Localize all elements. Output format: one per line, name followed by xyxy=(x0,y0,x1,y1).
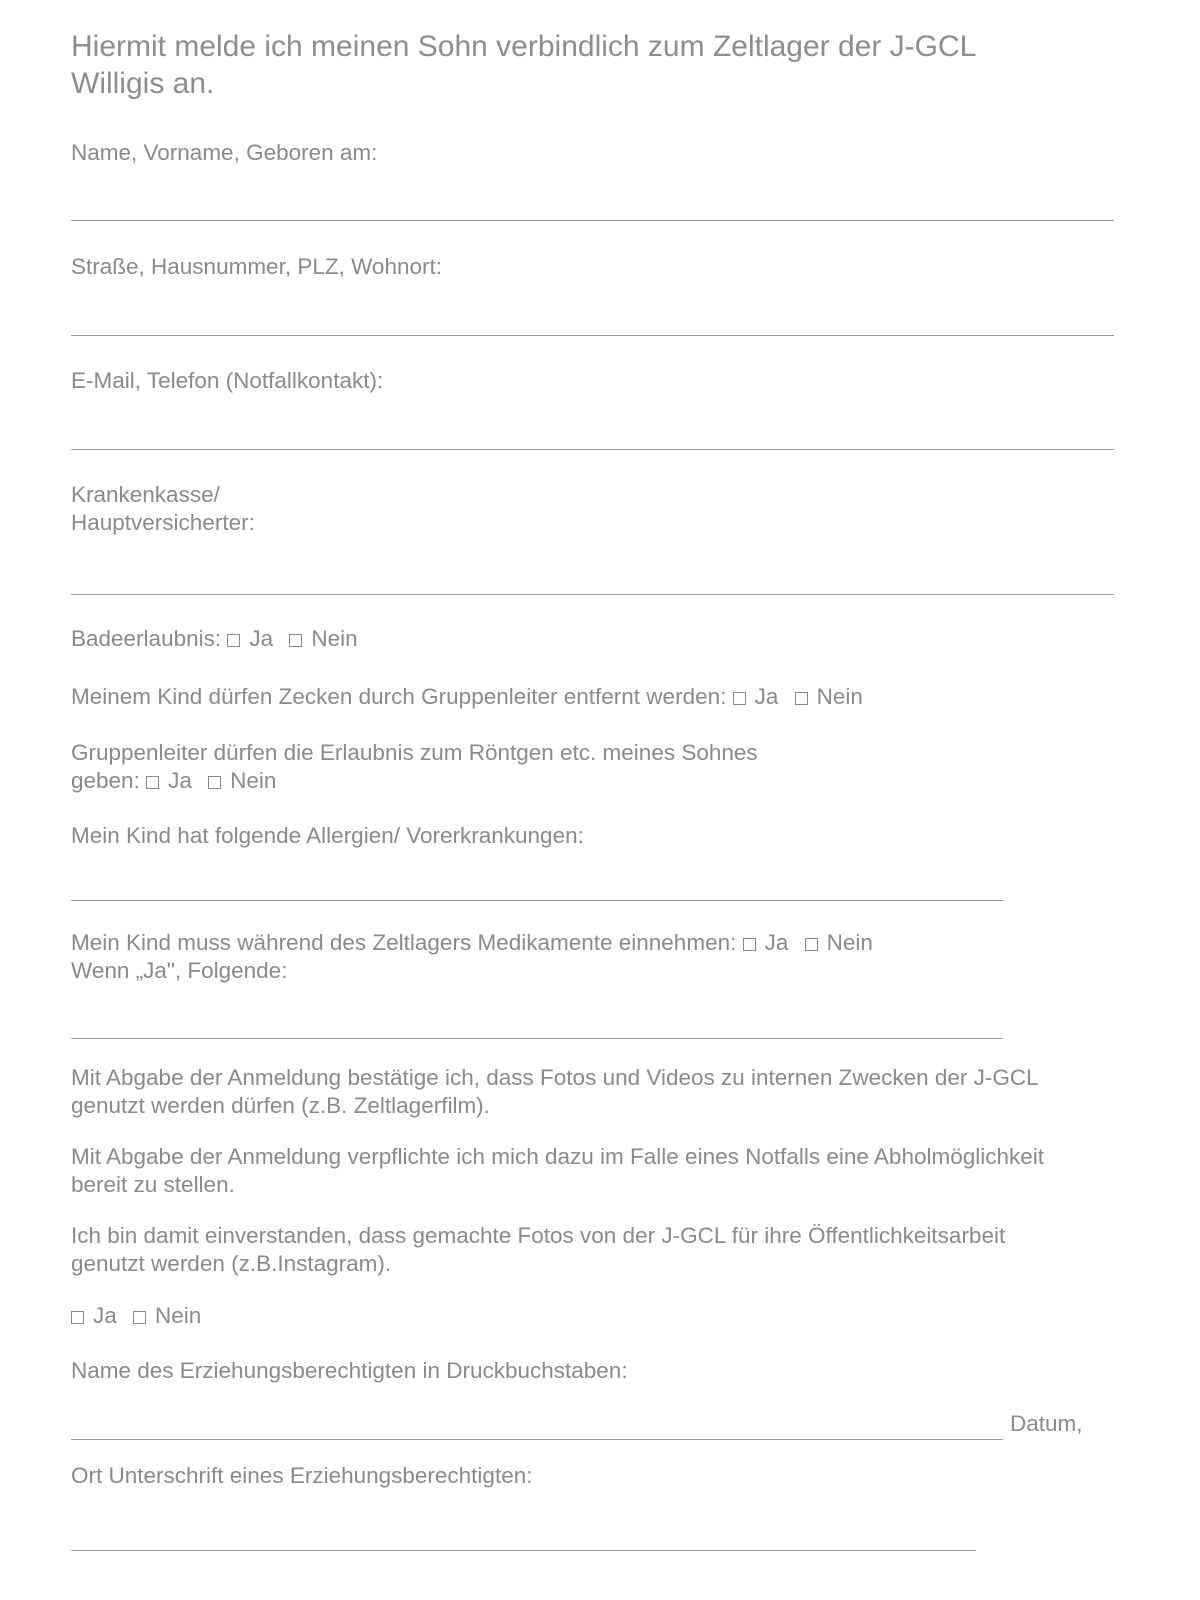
medication-followup-label: Wenn „Ja", Folgende: xyxy=(71,958,288,983)
allergies-label: Mein Kind hat folgende Allergien/ Vorerkrankungen: xyxy=(71,823,584,848)
insurance-label-line-1: Krankenkasse/ xyxy=(71,482,220,507)
signature-label: Ort Unterschrift eines Erziehungsberechtigten: xyxy=(71,1463,533,1488)
medication-question xyxy=(71,929,873,985)
swim-question-label: Badeerlaubnis: xyxy=(71,626,222,651)
photos-public-choice xyxy=(71,1302,201,1330)
swim-yes-option[interactable]: Ja xyxy=(227,625,273,653)
insurance-label xyxy=(71,481,255,537)
address-field-line[interactable] xyxy=(71,335,1114,336)
xray-question-line-2: geben: xyxy=(71,768,140,793)
checkbox-icon[interactable] xyxy=(743,938,756,951)
ticks-yes-option[interactable]: Ja xyxy=(733,683,779,711)
checkbox-icon[interactable] xyxy=(795,692,808,705)
guardian-name-field-line[interactable] xyxy=(71,1439,1003,1440)
statement-pickup: Mit Abgabe der Anmeldung verpflichte ich mich dazu im Falle eines Notfalls eine Abholmöglichkeit bereit zu stellen. xyxy=(71,1144,1045,1197)
checkbox-icon[interactable] xyxy=(227,634,240,647)
form-title-line-2: Willigis an. xyxy=(71,67,215,100)
checkbox-icon[interactable] xyxy=(208,776,221,789)
statement-photos-internal: Mit Abgabe der Anmeldung bestätige ich, dass Fotos und Videos zu internen Zwecken der J-GCL genutzt werden dürfen (z.B. Zeltlagerfilm). xyxy=(71,1065,1039,1118)
contact-field-line[interactable] xyxy=(71,449,1114,450)
checkbox-icon[interactable] xyxy=(733,692,746,705)
xray-no-option[interactable]: Nein xyxy=(208,767,276,795)
ticks-no-option[interactable]: Nein xyxy=(795,683,863,711)
checkbox-icon[interactable] xyxy=(289,634,302,647)
signature-field-line[interactable] xyxy=(71,1550,976,1551)
medication-no-option[interactable]: Nein xyxy=(805,929,873,957)
checkbox-icon[interactable] xyxy=(133,1311,146,1324)
name-label: Name, Vorname, Geboren am: xyxy=(71,140,378,165)
date-label: Datum, xyxy=(1010,1411,1083,1436)
insurance-label-line-2: Hauptversicherter: xyxy=(71,510,255,535)
checkbox-icon[interactable] xyxy=(805,938,818,951)
guardian-name-label: Name des Erziehungsberechtigten in Druckbuchstaben: xyxy=(71,1358,628,1383)
checkbox-icon[interactable] xyxy=(71,1311,84,1324)
photos-no-option[interactable]: Nein xyxy=(133,1302,201,1330)
insurance-field-line[interactable] xyxy=(71,594,1114,595)
ticks-question-label: Meinem Kind dürfen Zecken durch Gruppenleiter entfernt werden: xyxy=(71,684,727,709)
xray-question-line-1: Gruppenleiter dürfen die Erlaubnis zum Röntgen etc. meines Sohnes xyxy=(71,740,758,765)
name-field-line[interactable] xyxy=(71,220,1114,221)
checkbox-icon[interactable] xyxy=(146,776,159,789)
photos-yes-option[interactable]: Ja xyxy=(71,1302,117,1330)
statement-photos-public: Ich bin damit einverstanden, dass gemachte Fotos von der J-GCL für ihre Öffentlichkeitsarbeit genutzt werden (z.B.Instagram). xyxy=(71,1223,1006,1276)
medication-field-line[interactable] xyxy=(71,1038,1003,1039)
swim-question xyxy=(71,625,358,653)
address-label: Straße, Hausnummer, PLZ, Wohnort: xyxy=(71,254,442,279)
form-title xyxy=(71,28,976,102)
medication-question-label: Mein Kind muss während des Zeltlagers Medikamente einnehmen: xyxy=(71,930,737,955)
medication-yes-option[interactable]: Ja xyxy=(743,929,789,957)
ticks-question xyxy=(71,683,863,711)
form-title-line-1: Hiermit melde ich meinen Sohn verbindlich zum Zeltlager der J-GCL xyxy=(71,30,977,63)
contact-label: E-Mail, Telefon (Notfallkontakt): xyxy=(71,368,384,393)
swim-no-option[interactable]: Nein xyxy=(289,625,357,653)
xray-question xyxy=(71,739,758,795)
allergies-field-line[interactable] xyxy=(71,900,1003,901)
xray-yes-option[interactable]: Ja xyxy=(146,767,192,795)
